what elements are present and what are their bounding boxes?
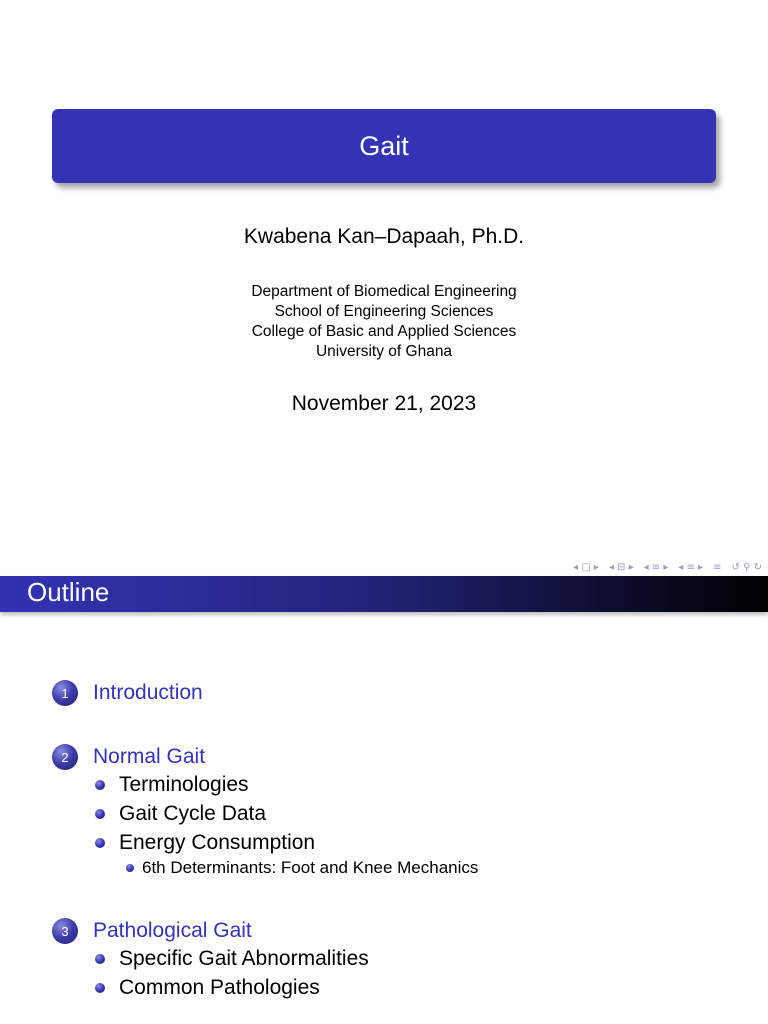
bullet-icon xyxy=(95,983,105,993)
nav-section-icon[interactable]: ◂ ≡ ▸ xyxy=(643,561,669,573)
toc-section-2[interactable] xyxy=(52,744,205,770)
subsection-label[interactable]: Gait Cycle Data xyxy=(119,802,267,825)
subsection-label[interactable]: Energy Consumption xyxy=(119,831,316,854)
section-label[interactable]: Normal Gait xyxy=(93,745,206,768)
toc-subsection[interactable] xyxy=(95,831,315,855)
subsection-label[interactable]: Specific Gait Abnormalities xyxy=(119,947,369,970)
toc-section-3[interactable] xyxy=(52,918,252,944)
toc-subsection[interactable] xyxy=(95,976,320,1000)
subsection-label[interactable]: Terminologies xyxy=(119,773,249,796)
subsection-label[interactable]: Common Pathologies xyxy=(119,976,320,999)
nav-subsection-icon[interactable]: ◂ ⊟ ▸ xyxy=(608,561,634,573)
beamer-navigation-bar xyxy=(573,560,762,574)
outline-slide xyxy=(0,576,768,1024)
nav-search-icon[interactable]: ↺ ⚲ ↻ xyxy=(731,561,762,573)
author-name: Kwabena Kan–Dapaah, Ph.D. xyxy=(243,225,525,248)
affiliation-line: School of Engineering Sciences xyxy=(274,303,494,320)
section-label[interactable]: Introduction xyxy=(93,681,203,704)
toc-subsection[interactable] xyxy=(95,773,249,797)
bullet-small-icon xyxy=(126,864,134,872)
affiliation-block xyxy=(0,282,768,362)
toc-section-1[interactable] xyxy=(52,680,203,706)
presentation-date: November 21, 2023 xyxy=(291,392,477,415)
subsubsection-label[interactable]: 6th Determinants: Foot and Knee Mechanics xyxy=(142,858,479,877)
slide-title-box xyxy=(52,109,716,183)
affiliation-line: University of Ghana xyxy=(315,343,453,360)
frame-title-bar xyxy=(0,576,768,612)
toc-subsection[interactable] xyxy=(95,802,266,826)
bullet-icon xyxy=(95,954,105,964)
frame-title: Outline xyxy=(27,577,110,607)
bullet-icon xyxy=(95,838,105,848)
bullet-icon xyxy=(95,780,105,790)
toc-subsection[interactable] xyxy=(95,947,369,971)
section-number-ball: 3 xyxy=(52,918,78,944)
bullet-icon xyxy=(95,809,105,819)
slide-title: Gait xyxy=(359,130,409,161)
nav-document-icon[interactable]: ◂ ≡ ▸ xyxy=(678,561,704,573)
toc-subsubsection[interactable] xyxy=(126,858,478,878)
nav-frame-icon[interactable]: ◂ □ ▸ xyxy=(572,561,599,573)
affiliation-line: Department of Biomedical Engineering xyxy=(251,283,517,300)
affiliation-line: College of Basic and Applied Sciences xyxy=(251,323,517,340)
section-number-ball: 2 xyxy=(52,744,78,770)
section-number-ball: 1 xyxy=(52,680,78,706)
section-label[interactable]: Pathological Gait xyxy=(93,919,252,942)
nav-appendix-icon[interactable]: ≡ xyxy=(713,561,722,573)
